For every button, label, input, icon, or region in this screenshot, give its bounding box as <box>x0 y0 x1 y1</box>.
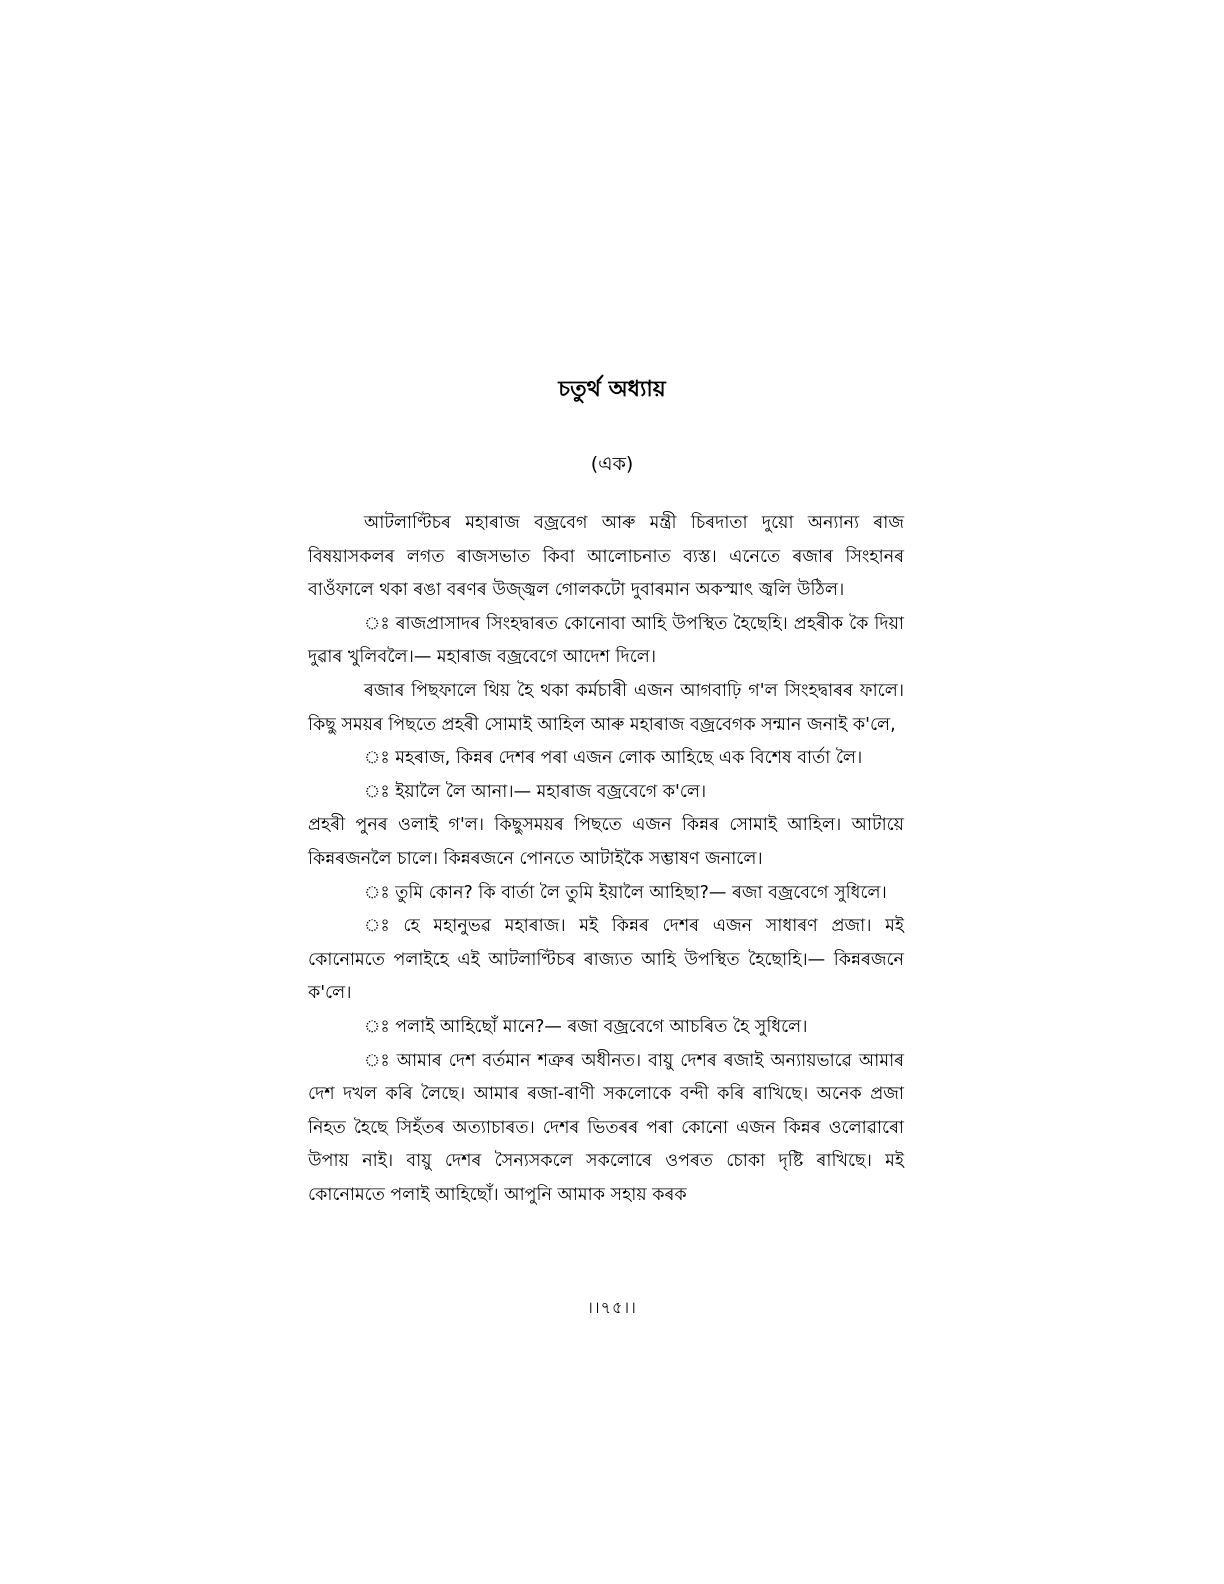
paragraph: ঃ ইয়ালৈ লৈ আনা।— মহাৰাজ বজ্ৰবেগে ক'লে। <box>364 781 707 802</box>
paragraph: ঃ হে মহানুভৱ মহাৰাজ। মই কিন্নৰ দেশৰ এজন সাধাৰণ প্ৰজা। মই কোনোমতে পলাইহে এই আটলাণ্টিচৰ ৰাজ্যত আহি উপস্থিত হৈছোহি।— কিন্নৰজনে ক'লে। <box>308 916 904 1004</box>
body-text <box>308 507 904 1212</box>
section-number: (এক) <box>590 453 634 475</box>
page-number: ।।৭৫।। <box>587 1298 637 1317</box>
paragraph: ঃ মহৰাজ, কিন্নৰ দেশৰ পৰা এজন লোক আহিছে এক বিশেষ বাৰ্তা লৈ। <box>364 748 863 769</box>
paragraph: ঃ আমাৰ দেশ বৰ্তমান শত্ৰুৰ অধীনত। বায়ু দেশৰ ৰজাই অন্যায়ভাৱে আমাৰ দেশ দখল কৰি লৈছে। আমাৰ ৰজা-ৰাণী সকলোকে বন্দী কৰি ৰাখিছে। অনেক প্ৰজা নিহত হৈছে সিহঁতৰ অত্যাচাৰত। দেশৰ ভিতৰৰ পৰা কোনো এজন কিন্নৰ ওলোৱাৰো উপায় নাই। বায়ু দেশৰ সৈন্যসকলে সকলোৰে ওপৰত চোকা দৃষ্টি ৰাখিছে। মই কোনোমতে পলাই আহিছোঁ। আপুনি আমাক সহায় কৰক <box>308 1050 904 1205</box>
paragraph: ৰজাৰ পিছফালে থিয় হৈ থকা কৰ্মচাৰী এজন আগবাঢ়ি গ'ল সিংহদ্বাৰৰ ফালে। কিছু সময়ৰ পিছতে প্ৰহৰী সোমাই আহিল আৰু মহাৰাজ বজ্ৰবেগক সন্মান জনাই ক'লে, <box>308 680 904 735</box>
paragraph: ঃ তুমি কোন? কি বাৰ্তা লৈ তুমি ইয়ালৈ আহিছা?— ৰজা বজ্ৰবেগে সুধিলে। <box>364 882 887 903</box>
chapter-title: চতুৰ্থ অধ্যায় <box>558 377 666 402</box>
paragraph: ঃ ৰাজপ্ৰাসাদৰ সিংহদ্বাৰত কোনোবা আহি উপস্থিত হৈছেহি। প্ৰহৰীক কৈ দিয়া দুৱাৰ খুলিবলৈ।— মহাৰাজ বজ্ৰবেগে আদেশ দিলে। <box>308 613 904 668</box>
paragraph: ঃ পলাই আহিছোঁ মানে?— ৰজা বজ্ৰবেগে আচৰিত হৈ সুধিলে। <box>364 1016 808 1037</box>
paragraph: আটলাণ্টিচৰ মহাৰাজ বজ্ৰবেগ আৰু মন্ত্ৰী চিৰদাতা দুয়ো অন্যান্য ৰাজ বিষয়াসকলৰ লগত ৰাজসভাত কিবা আলোচনাত ব্যস্ত। এনেতে ৰজাৰ সিংহানৰ বাওঁফালে থকা ৰঙা বৰণৰ উজ্জ্বল গোলকটো দুবাৰমান অকস্মাৎ জ্বলি উঠিল। <box>308 513 904 601</box>
paragraph: প্ৰহৰী পুনৰ ওলাই গ'ল। কিছুসময়ৰ পিছতে এজন কিন্নৰ সোমাই আহিল। আটায়ে কিন্নৰজনলৈ চালে। কিন্নৰজনে পোনতে আটাইকৈ সম্ভাষণ জনালে। <box>308 815 904 869</box>
